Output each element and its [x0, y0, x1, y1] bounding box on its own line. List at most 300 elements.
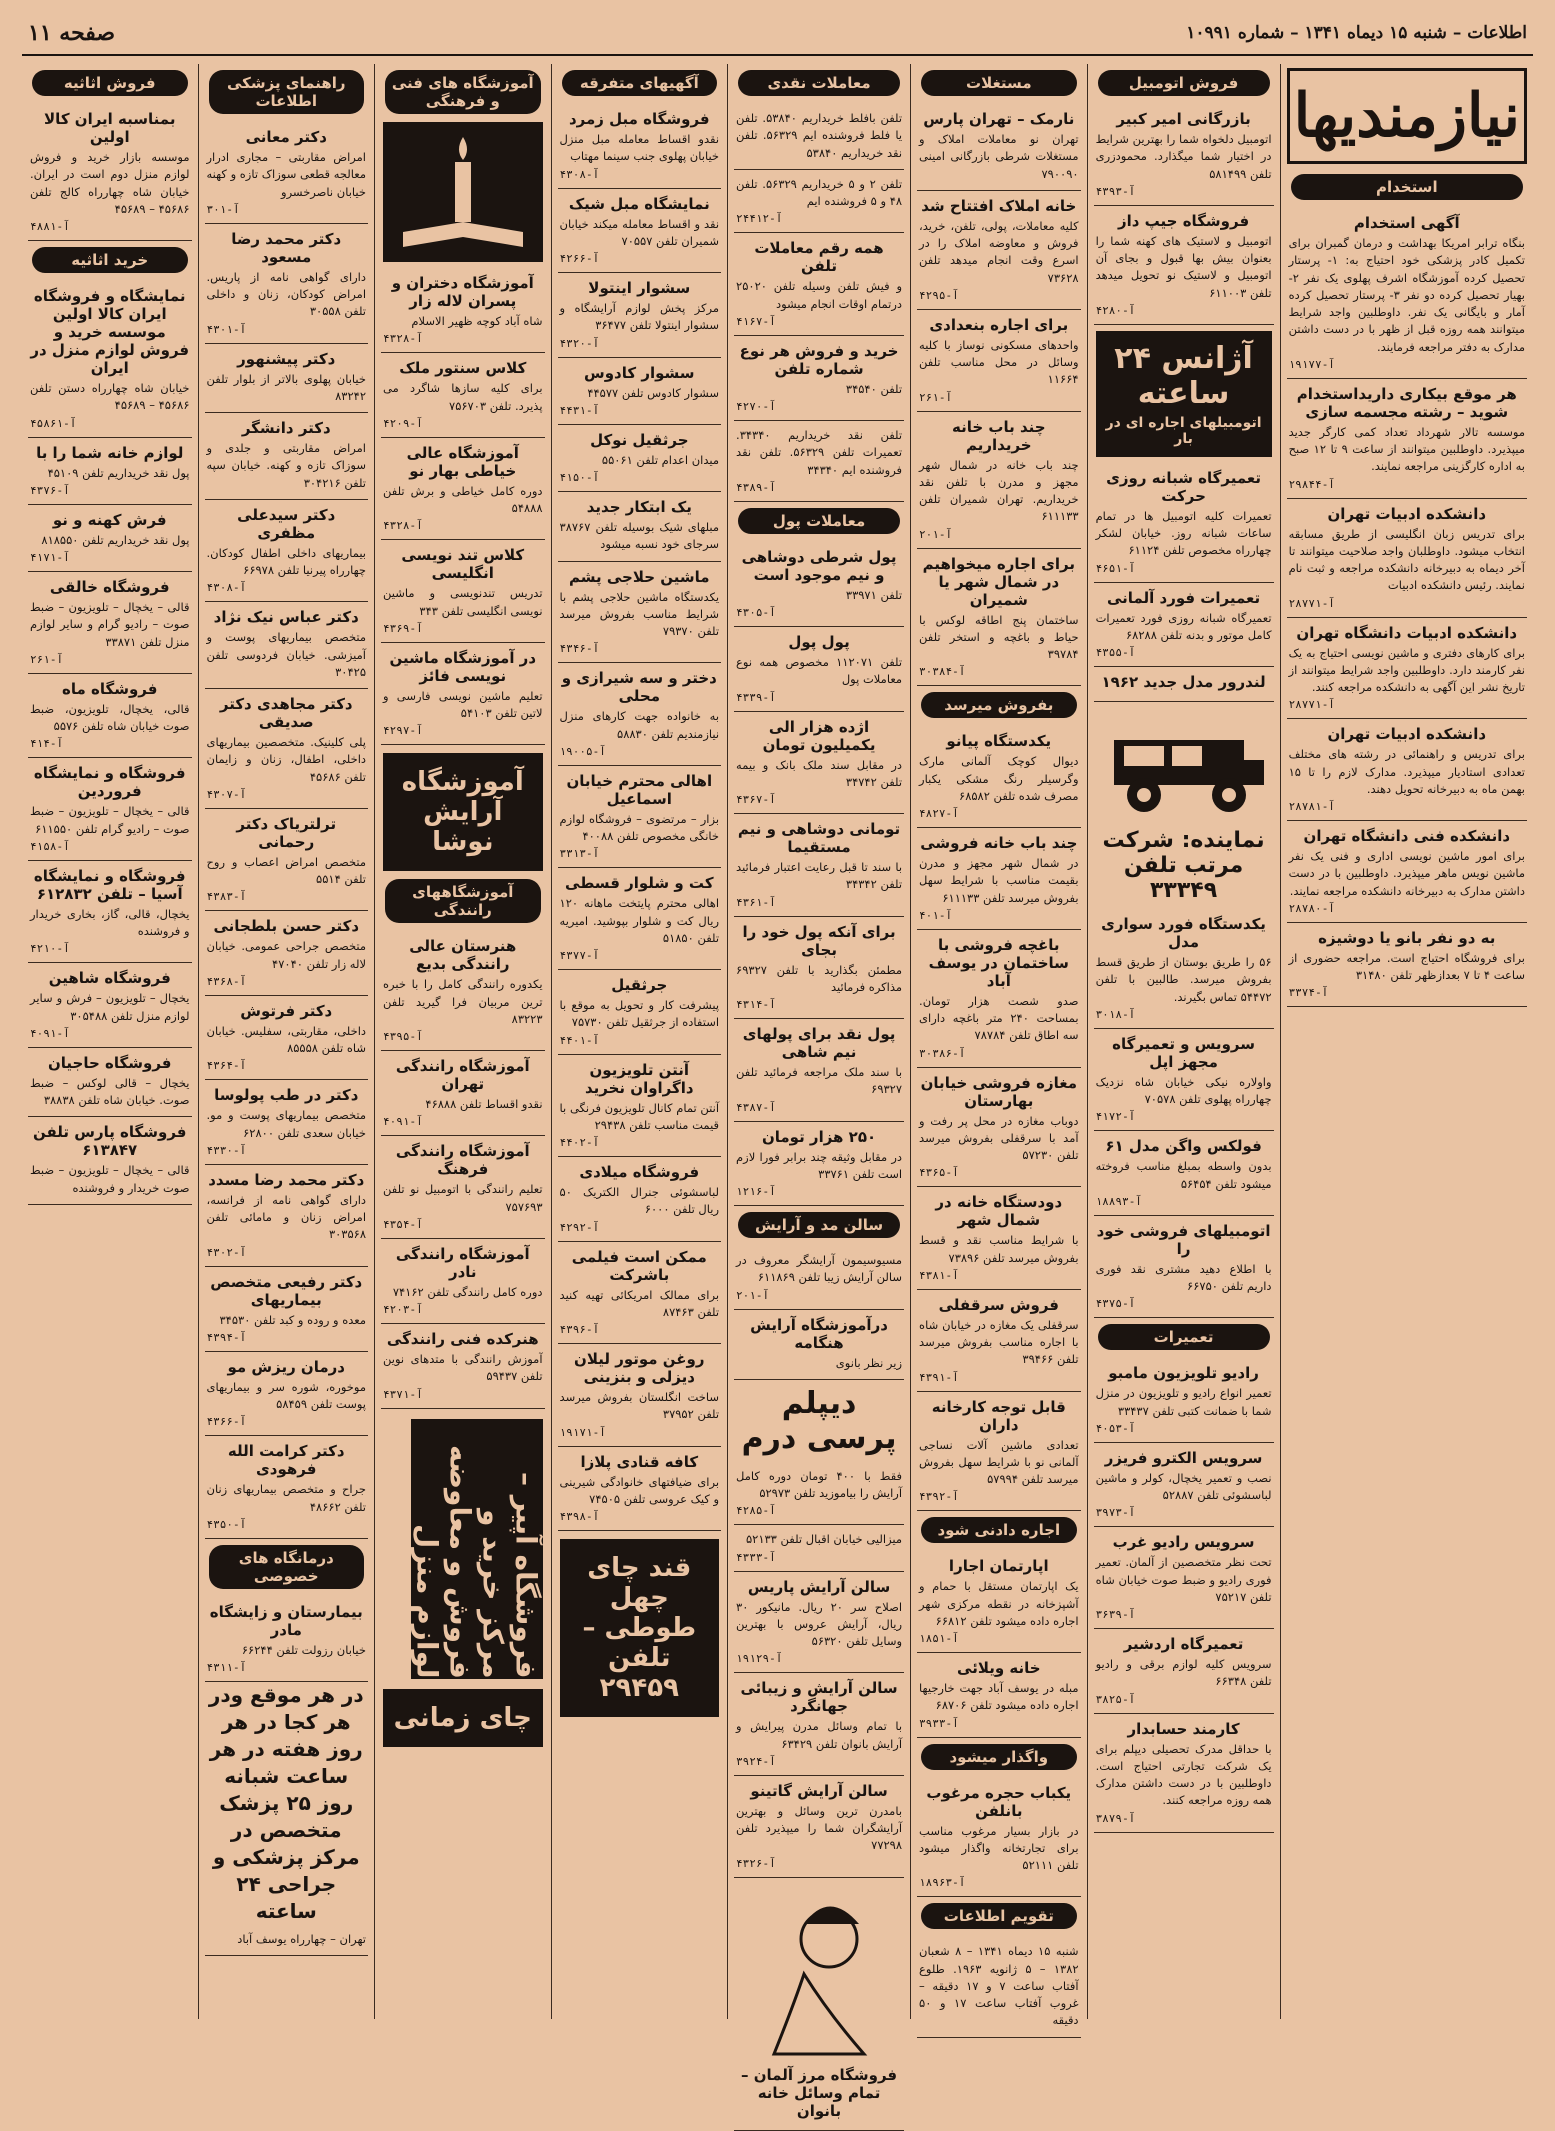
ad-code: آ-۴۳۳۳ — [736, 1550, 776, 1564]
classified-ad — [1287, 499, 1527, 618]
ad-body: تدریس تندنویسی و ماشین نویسی انگلیسی تلفن ۳۴۳ — [383, 586, 543, 618]
ad-body: پول نقد خریداریم تلفن ۸۱۸۵۵۰ — [41, 532, 190, 547]
ad-code: آ-۴۱۵۸ — [29, 839, 70, 853]
medical-center-address: تهران – چهارراه یوسف آباد — [205, 1925, 369, 1956]
classified-ad — [381, 643, 545, 746]
ad-body: کلیه معاملات، پولی، تلفن، خرید، فروش و معاوضه املاک را در اسرع وقت انجام میدهد تلفن ۷۳۶۲۸ — [919, 218, 1079, 285]
ad-title: کلاس تند نویسی انگلیسی — [401, 546, 525, 583]
classified-ad — [558, 1242, 722, 1345]
ad-title: دکتر عباس نیک نژاد — [213, 608, 359, 627]
ad-code: آ-۴۳۱۴ — [736, 998, 776, 1011]
classified-ad — [1287, 719, 1527, 821]
section-head: تقویم اطلاعات — [921, 1903, 1077, 1929]
ad-code: آ-۴۱۴ — [29, 737, 64, 751]
ad-title: دکتر فرتوش — [240, 1001, 333, 1020]
ad-title: هنرکده فنی رانندگی — [386, 1330, 539, 1348]
ad-code: آ-۳۰۱ — [206, 202, 240, 216]
classified-ad — [734, 1673, 904, 1776]
ad-title: چند باب خانه فروشی — [920, 834, 1078, 852]
ad-body: نصب و تعمیر یخچال، کولر و ماشین لباسشوئی تلفن ۵۲۸۸۷ — [1095, 1470, 1272, 1502]
classified-ad — [917, 1187, 1081, 1290]
classified-ad — [381, 268, 545, 353]
ad-title: سالن آرایش و زیبائی جهانگرد — [740, 1679, 898, 1716]
ad-body: دارای گواهی نامه از پاریس. امراض کودکان، زنان و داخلی تلفن ۳۰۵۵۸ — [206, 269, 367, 319]
ad-body: معده و روده و کبد تلفن ۳۴۵۳۰ — [219, 1312, 367, 1327]
ad-body: قالی، یخچال، تلویزیون، ضبط صوت خیابان شاه تلفن ۵۵۷۶ — [29, 701, 190, 733]
ad-code: آ-۴۲۱۰ — [29, 942, 70, 956]
ad-body: تعمیرات کلیه اتومبیل ها در تمام ساعات شبانه روز. خیابان لشکر چهارراه مخصوص تلفن ۶۱۱۲۴ — [1095, 508, 1272, 558]
nosha-ad: آموزشگاه آرایش نوشا — [383, 753, 543, 871]
classified-ad — [28, 281, 192, 438]
ad-code: آ-۲۴۴۱۲ — [736, 212, 783, 226]
ad-body: خیابان شاه چهارراه دستن تلفن ۴۵۶۸۶ – ۴۵۶۸۹ — [29, 381, 190, 413]
classified-ad — [205, 1267, 369, 1352]
classified-ad — [1094, 1629, 1274, 1714]
ad-title: آموزشگاه رانندگی فرهنگ — [395, 1142, 530, 1179]
ad-body: میدان اعدام تلفن ۵۵۰۶۱ — [601, 452, 720, 467]
classified-ad — [558, 273, 722, 358]
classified-ad — [558, 1157, 722, 1242]
classified-ad — [734, 170, 904, 234]
ad-code: آ-۲۸۷۸۰ — [1288, 901, 1335, 915]
ad-body: زیر نظر بانوی — [835, 1355, 903, 1370]
masthead — [22, 18, 1533, 56]
classified-ad — [28, 438, 192, 505]
ad-code: آ-۳۸۷۹ — [1095, 1811, 1136, 1825]
ad-body: با تمام وسائل مدرن پیرایش و آرایش بانوان تلفن ۶۳۴۲۹ — [736, 1719, 903, 1751]
column-5 — [551, 64, 728, 2019]
ad-code: آ-۳۶۳۹ — [1095, 1608, 1136, 1621]
ad-body: بنگاه ترابر امریکا بهداشت و درمان گمبران برای تکمیل کادر پزشکی خود احتیاج به: ۱- پرستار تحصیل کرده آموزشگاه اشرف پهلوی یک نفر ۲- بهیار تحصیل کرده دو نفر ۳- پرستار تحصیل کرده آمار و بایگانی یک نفر. داوطلبین واجد شرایط میتوانند همه روزه قبل از ظهر با در دست داشتن مدارک به دفتر مراجعه فرمایند. — [1288, 236, 1526, 354]
ad-title: در آموزشگاه ماشین نویسی فائز — [389, 648, 537, 685]
ad-title: فروشگاه شاهین — [48, 969, 171, 988]
ad-body: دارای گواهی نامه از فرانسه، امراض زنان و مامائی تلفن ۳۰۳۵۶۸ — [206, 1192, 367, 1242]
ad-code: آ-۲۶۱ — [919, 390, 953, 404]
section-head: معاملات نقدی — [738, 70, 900, 96]
ad-body: نقد و اقساط معامله میکند خیابان شمیران تلفن ۷۰۵۵۷ — [559, 216, 720, 248]
classified-ad — [734, 627, 904, 712]
ad-code: آ-۴۲۷۰ — [736, 400, 776, 413]
section-head: خرید اثاثیه — [32, 247, 188, 273]
ad-title: سشوار اینتولا — [588, 279, 691, 297]
classified-ad — [381, 540, 545, 643]
classified-ad — [1094, 1216, 1274, 1319]
section-head: فروش اتومبیل — [1098, 70, 1270, 96]
column-3 — [910, 64, 1087, 2028]
classified-ad — [28, 104, 192, 241]
ad-title: یکدستگاه فورد سواری مدل — [1101, 915, 1266, 951]
classified-ad — [917, 191, 1081, 310]
ad-body: فقط با ۴۰۰ تومان دوره کامل آرایش را بیاموزید تلفن ۵۲۹۷۳ — [736, 1468, 903, 1500]
classified-ad — [1094, 463, 1274, 583]
agency-banner — [1096, 331, 1272, 457]
ad-code: آ-۴۳۶۸ — [206, 974, 247, 988]
ad-title: برای اجاره میخواهیم در شمال شهر یا شمیران — [922, 554, 1076, 609]
ad-title: کلاس سنتور ملک — [399, 359, 527, 378]
ad-title: همه رقم معاملات تلفن — [754, 239, 884, 276]
ad-code: آ-۲۸۷۸۱ — [1288, 800, 1335, 813]
classified-ad — [734, 1019, 904, 1122]
ad-body: برای امور ماشین نویسی اداری و فنی یک نفر ماشین نویس ماهر میپذیرد. داوطلبین با در دست داشتن مدارک به دبیرخانه دانشکده مراجعه نمایند. — [1288, 849, 1525, 898]
ad-code: آ-۴۳۶۵ — [919, 1166, 959, 1180]
ad-title: سشوار کادوس — [584, 363, 695, 382]
classified-ad — [205, 689, 369, 809]
ad-title: فولکس واگن مدل ۶۱ — [1105, 1137, 1262, 1156]
ad-code: آ-۴۲۰۳ — [383, 1303, 423, 1316]
classified-ad — [205, 224, 369, 344]
ad-body: تلفن ۳۳۹۷۱ — [845, 587, 903, 602]
classified-ad — [558, 1055, 722, 1158]
ad-title: هنرستان عالی رانندگی بدیع — [409, 937, 517, 974]
ad-body: در شمال شهر مجهز و مدرن بقیمت مناسب با شرایط سهل بفروش میرسد تلفن ۶۱۱۱۳۳ — [919, 856, 1079, 905]
classified-ad — [205, 500, 369, 603]
ad-code: آ-۳۹۷۳ — [1095, 1506, 1136, 1520]
ad-title: کت و شلوار قسطی — [565, 874, 714, 893]
ad-title: آنتن تلویزیون داگراوان نخرید — [584, 1060, 694, 1097]
classified-ad — [1094, 909, 1274, 1029]
ad-body: قالی – یخچال – تلویزیون – ضبط صوت خریدار و فروشنده — [29, 1163, 190, 1195]
ad-code: آ-۱۸۹۶۳ — [919, 1876, 966, 1890]
ad-title: آموزشگاه رانندگی نادر — [395, 1244, 530, 1281]
ad-code: آ-۴۳۸۹ — [736, 480, 776, 494]
ad-title: سرویس و تعمیرگاه مجهز اپل — [1112, 1034, 1255, 1071]
ad-title: فروشگاه مبل زمرد — [568, 110, 710, 128]
classified-ad — [1094, 1714, 1274, 1833]
classified-ad — [558, 868, 722, 970]
ad-body: نقدو اقساط تلفن ۴۶۸۸۸ — [425, 1097, 543, 1111]
ad-code: آ-۴۳۲۶ — [736, 1856, 776, 1870]
ad-code: آ-۲۶۱ — [29, 652, 64, 666]
ad-title: سرویس الکترو فریزر — [1104, 1448, 1263, 1467]
classified-ad — [1094, 1029, 1274, 1132]
ad-body: با شرایط مناسب نقد و قسط بفروش میرسد تلفن ۷۳۸۹۶ — [919, 1233, 1079, 1265]
ad-code: آ-۴۳۷۱ — [383, 1387, 423, 1401]
ad-body: شاه آباد کوچه ظهیر الاسلام — [411, 314, 543, 328]
ad-title: جرثقیل — [611, 976, 668, 994]
ad-body: بامدرن ترین وسائل و بهترین آرایشگران شما را میپذیرد تلفن ۷۷۲۹۸ — [736, 1803, 903, 1853]
ad-code: آ-۴۳۹۶ — [559, 1323, 600, 1336]
ad-body: تعلیم رانندگی با اتومبیل نو تلفن ۷۵۷۶۹۳ — [383, 1182, 543, 1214]
ad-body: دیوال کوچک آلمانی مارک وگرسیلر رنگ مشکی یکبار مصرف شده تلفن ۶۸۵۸۲ — [919, 754, 1079, 803]
ad-code: آ-۴۳۱۱ — [206, 1661, 247, 1674]
ad-body: چند باب خانه در شمال شهر مجهز و مدرن با تلفن نقد خریداریم. تهران شمیران تلفن ۶۱۱۱۳۳ — [919, 457, 1079, 524]
ad-title: برای آنکه پول خود را بجای — [742, 922, 896, 959]
ad-title: قابل توجه کارخانه داران — [931, 1397, 1066, 1434]
ad-body: تلفن نقد خریداریم ۳۴۳۴۰. تعمیرات تلفن ۵۶۳۲۹. تلفن نقد فروشنده ایم ۳۴۳۴۰ — [736, 428, 903, 477]
column-1 — [1280, 64, 1533, 2019]
ad-body: تعلیم ماشین نویسی فارسی و لاتین تلفن ۵۴۱۰۳ — [383, 688, 543, 720]
classified-ad — [381, 353, 545, 438]
classified-ad — [1287, 618, 1527, 720]
ad-code: آ-۴۸۸۱ — [29, 220, 70, 233]
ad-body: تلفن ۱۱۲۰۷۱ مخصوص همه نوع معاملات پول — [736, 655, 903, 687]
ad-title: دکتر مجاهدی دکتر صدیقی — [219, 695, 353, 731]
ad-title: درآموزشگاه آرایش هنگامه — [750, 1315, 888, 1352]
classified-ad — [205, 1597, 369, 1682]
ad-title: فروش سرقفلی — [938, 1295, 1059, 1314]
ad-code: آ-۳۰۳۸۶ — [919, 1046, 966, 1060]
ad-body: مسیوسیمون آرایشگر معروف در سالن آرایش زیبا تلفن ۶۱۱۸۶۹ — [736, 1253, 903, 1285]
ad-body: قالی – یخچال – تلویزیون – ضبط صوت – رادیو گرام و سایر لوازم منزل تلفن ۳۳۸۷۱ — [29, 600, 190, 649]
classified-ad — [28, 674, 192, 759]
ad-body: اصلاح سر ۲۰ ریال. مانیکور ۳۰ ریال، آرایش عروس با بهترین وسایل تلفن ۵۶۳۲۰ — [736, 1599, 903, 1648]
ad-code: آ-۴۳۶۷ — [736, 793, 776, 806]
ad-body: مرکز پخش لوازم آرایشگاه و سشوار اینتولا تلفن ۳۶۴۷۷ — [559, 301, 720, 333]
niazmandiha-logo: نیازمندیها — [1287, 68, 1527, 164]
classified-ad — [734, 1525, 904, 1571]
ad-title: فرش کهنه و نو — [52, 510, 167, 529]
classified-ad — [1094, 667, 1274, 702]
section-head: بفروش میرسد — [921, 692, 1077, 718]
classified-ad — [558, 425, 722, 492]
ad-body: تعمیرگاه شبانه روزی فورد تعمیرات کامل موتور و بدنه تلفن ۶۸۲۸۸ — [1095, 610, 1272, 642]
ad-code: آ-۴۱۵۰ — [559, 471, 600, 484]
ad-code: آ-۲۰۱ — [919, 527, 953, 541]
classified-ad — [205, 911, 369, 996]
classified-ad — [205, 344, 369, 414]
ad-code: آ-۴۳۰۲ — [206, 1245, 247, 1259]
ad-code: آ-۴۳۶۱ — [736, 895, 776, 909]
ad-title: یکدستگاه پیانو — [946, 732, 1052, 751]
ad-title: اژده هزار الی یکمیلیون تومان — [762, 717, 876, 754]
ad-title: لندرور مدل جدید ۱۹۶۲ — [1101, 673, 1266, 691]
ad-title: به دو نفر بانو یا دوشیزه — [1318, 928, 1496, 947]
ad-body: پول نقد خریداریم تلفن ۴۵۱۰۹ — [47, 465, 190, 480]
ad-title: دانشکده فنی دانشگاه تهران — [1303, 827, 1511, 845]
ad-title: فروشگاه جیپ داز — [1117, 211, 1250, 230]
ad-code: آ-۴۳۸۷ — [736, 1100, 776, 1114]
ad-code: آ-۴۳۷۷ — [559, 949, 600, 962]
ad-body: خیابان رزولت تلفن ۶۶۲۴۴ — [241, 1642, 367, 1657]
ad-code: آ-۴۳۳۹ — [736, 690, 776, 704]
ad-code: آ-۴۰۱ — [919, 908, 953, 922]
ad-code: آ-۴۴۰۱ — [559, 1033, 600, 1047]
columns — [22, 64, 1533, 2120]
ad-title: دانشکده ادبیات تهران — [1327, 504, 1487, 523]
classified-ad — [28, 861, 192, 964]
ad-body: تلفن بافلط خریداریم ۵۳۸۴۰. تلفن یا فلط فروشنده ایم ۵۶۳۲۹. تلفن نقد خریداریم ۵۳۸۴۰ — [736, 111, 903, 160]
ad-body: دوباب مغازه در محل پر رفت و آمد با سرقفلی بفروش میرسد تلفن ۵۷۲۳۰ — [919, 1113, 1079, 1162]
ad-code: آ-۴۳۰۷ — [206, 787, 247, 801]
classified-ad — [205, 602, 369, 689]
section-head: استخدام — [1291, 174, 1523, 200]
ad-code: آ-۴۲۰۹ — [383, 416, 423, 430]
ad-body: برای کلیه سازها شاگرد می پذیرد. تلفن ۷۵۶۷۰۳ — [383, 381, 543, 413]
agency-sub: اتومبیلهای اجاره ای در بار — [1105, 414, 1262, 447]
ad-title: آموزشگاه دختران و پسران لاله زار — [391, 274, 534, 310]
diploma-title: دیپلم پرسی درم — [741, 1385, 897, 1456]
classified-ad — [205, 1080, 369, 1165]
ad-body: تهران نو معاملات املاک و مستغلات شرطی بازرگانی امینی ۷۹۰۰۹۰ — [919, 132, 1079, 181]
classified-ad — [1094, 1527, 1274, 1629]
ad-code: آ-۴۳۹۳ — [1095, 184, 1136, 198]
ad-body: پلی کلینیک. متخصصین بیماریهای داخلی، اطفال، زنان و زایمان تلفن ۴۵۶۸۶ — [206, 735, 367, 784]
ad-code: آ-۴۳۴۶ — [559, 642, 600, 656]
classified-ad — [28, 572, 192, 674]
classified-ad — [381, 931, 545, 1051]
classified-ad — [1094, 1131, 1274, 1216]
classified-ad — [205, 1436, 369, 1539]
ad-body: یک اپارتمان مستقل با حمام و آشپزخانه در نقطه مرکزی شهر اجاره داده میشود تلفن ۶۶۸۱۲ — [919, 1579, 1079, 1628]
ad-body: موخوره، شوره سر و بیماریهای پوست تلفن ۵۸۴۵۹ — [206, 1379, 367, 1411]
classified-ad — [205, 413, 369, 500]
ad-body: واحدهای مسکونی نوساز با کلیه وسائل در محل مناسب تلفن ۱۱۶۶۴ — [919, 337, 1079, 387]
classified-ad — [28, 1048, 192, 1118]
section-head: واگذار میشود — [921, 1744, 1077, 1770]
ad-code: آ-۳۰۳۸۴ — [919, 665, 966, 679]
ad-code: آ-۱۲۱۶ — [736, 1185, 776, 1198]
classified-ad — [734, 1122, 904, 1207]
ad-body: ساختمان پنج اطاقه لوکس با حیاط و باغچه و استخر تلفن ۳۹۷۸۴ — [919, 612, 1079, 661]
ad-body: اتومبیل و لاستیک های کهنه شما را بعنوان بیش بها قبول و بجای آن اتومبیل و لاستیک نو تحویل میدهد تلفن ۶۱۱۰۰۳ — [1095, 233, 1272, 300]
ad-body: مطمئن بگذارید با تلفن ۶۹۳۲۷ مذاکره فرمائید — [736, 962, 903, 994]
section-head: مستغلات — [921, 70, 1077, 96]
classified-ad — [558, 1344, 722, 1447]
section-head: معاملات پول — [738, 508, 900, 534]
ad-body: در بازار بسیار مرغوب مناسب برای تجارتخانه واگذار میشود تلفن ۵۲۱۱۱ — [919, 1823, 1079, 1872]
ad-title: بازرگانی امیر کبیر — [1116, 110, 1251, 128]
ad-code: آ-۴۳۶۴ — [206, 1059, 247, 1073]
ad-body: برای کارهای دفتری و ماشین نویسی احتیاج به یک نفر کارمند دارد. داوطلبین واجد شرایط میتوانند از تاریخ نشر این آگهی به دانشکده مراجعه کنند. — [1288, 645, 1525, 694]
classified-ad — [917, 828, 1081, 930]
classified-ad — [205, 1352, 369, 1437]
ad-code: آ-۱۸۵۱ — [919, 1632, 959, 1645]
landrover-illustration — [1094, 710, 1274, 820]
ad-code: آ-۲۹۸۴۴ — [1288, 477, 1335, 491]
ad-title: برای اجاره بنعدادی — [929, 315, 1069, 334]
ad-title: رادیو تلویزیون مامبو — [1108, 1364, 1259, 1383]
classified-ad — [734, 1572, 904, 1674]
section-head: آگهیهای متفرقه — [562, 70, 718, 96]
classified-ad — [381, 1239, 545, 1324]
ad-body: بزار – مرتضوی – فروشگاه لوازم خانگی مخصوص تلفن ۴۰۰۸۸ — [559, 811, 720, 843]
ad-title: آموزشگاه عالی خیاطی بهار نو — [406, 443, 519, 480]
ad-body: لباسشوئی جنرال الکتریک ۵۰ ریال تلفن ۶۰۰۰ — [559, 1185, 720, 1217]
ad-body: قالی – یخچال – تلویزیون – ضبط صوت – رادیو گرام تلفن ۶۱۱۵۵۰ — [29, 804, 190, 836]
ad-title: جرثقیل نوکل — [590, 430, 689, 449]
ad-code: آ-۴۳۰۱ — [206, 322, 247, 336]
ad-title: فروشگاه خالقی — [49, 578, 170, 596]
ad-body: متخصص امراض اعصاب و روح تلفن ۵۵۱۴ — [206, 854, 367, 886]
ad-code: آ-۴۱۷۲ — [1095, 1110, 1136, 1124]
ad-code: آ-۳۳۱۳ — [559, 847, 600, 861]
ad-title: یکباب حجره مرغوب بانلفن — [926, 1783, 1072, 1820]
ad-title: چند باب خانه خریداریم — [952, 417, 1046, 454]
ad-title: درمان ریزش مو — [227, 1357, 345, 1376]
ad-code: آ-۴۲۹۲ — [559, 1220, 600, 1234]
ad-title: ترلتریاک دکتر رحمانی — [236, 814, 337, 851]
ad-title: دکتر دانشگر — [241, 419, 331, 437]
ad-body: یخچال – قالی لوکس – ضبط صوت. خیابان شاه تلفن ۳۸۸۳۸ — [29, 1075, 190, 1107]
ad-code: آ-۴۲۹۵ — [919, 288, 959, 302]
classified-ad — [558, 970, 722, 1055]
dealer-representative: نماینده: شرکت مرتب تلفن ۳۳۳۴۹ — [1102, 828, 1265, 903]
ad-code: آ-۴۲۹۷ — [383, 724, 423, 738]
ad-title: تعمیرگاه اردشیر — [1123, 1635, 1244, 1653]
ad-body: موسسه بازار خرید و فروش لوازم منزل دوم است در ایران. خیابان شاه چهارراه کالج تلفن ۴۵۶۸۶ – ۴۵۶۸۹ — [29, 150, 190, 216]
ad-body: با حداقل مدرک تحصیلی دیپلم برای یک شرکت تجارتی احتیاج است. داوطلبین با در دست داشتن مدارک همه روزه مراجعه کنند. — [1095, 1741, 1272, 1808]
ad-title: دکتر محمد رضا مسعود — [231, 229, 342, 266]
ad-title: اتومبیلهای فروشی خود را — [1096, 1221, 1271, 1258]
ad-title: دکتر رفیعی متخصص بیماریهای — [210, 1272, 363, 1309]
ad-body: متخصص جراحی عمومی. خیابان لاله زار تلفن ۴۷۰۴۰ — [206, 939, 367, 971]
classified-ad — [381, 438, 545, 541]
ad-title: تعمیرات فورد آلمانی — [1107, 588, 1261, 607]
classified-ad — [205, 809, 369, 912]
classified-ad — [1287, 821, 1527, 923]
classified-ad — [381, 1324, 545, 1409]
ad-body: در مقابل وثیقه چند برابر فورا لازم است تلفن ۳۳۷۶۱ — [736, 1149, 903, 1181]
ad-body: یکدوره رانندگی کامل را با خبره ترین مربیان فرا گیرید تلفن ۸۳۲۲۳ — [383, 977, 543, 1026]
ad-body: برای فروشگاه احتیاج است. مراجعه حضوری از ساعت ۴ تا ۷ بعدازظهر تلفن ۳۱۴۸۰ — [1288, 950, 1525, 982]
ad-title: دکتر محمد رضا مسدد — [208, 1170, 365, 1189]
ad-code: آ-۴۳۹۱ — [919, 1370, 959, 1384]
ad-code: آ-۴۳۹۲ — [919, 1490, 959, 1504]
ad-code: آ-۲۰۱ — [736, 1288, 770, 1302]
ad-code: آ-۱۹۱۲۹ — [736, 1652, 783, 1666]
classified-ad — [917, 104, 1081, 191]
ad-body: در مقابل سند ملک بانک و بیمه تلفن ۳۴۷۴۲ — [736, 757, 903, 789]
ad-title: دکتر پیشنهور — [237, 349, 336, 368]
ad-title: کارمند حسابدار — [1127, 1719, 1240, 1738]
ad-body: صدو شصت هزار تومان. بمساحت ۲۴۰ متر باغچه دارای سه اطاق تلفن ۷۸۷۸۴ — [919, 993, 1079, 1043]
ad-code: آ-۱۹۱۷۷ — [1288, 357, 1335, 371]
ad-title: دانشکده ادبیات دانشگاه تهران — [1296, 623, 1518, 642]
ad-code: آ-۴۵۸۶۱ — [29, 416, 77, 430]
ad-title: پول شرطی دوشاهی و نیم موجود است — [741, 547, 897, 584]
ad-code: آ-۲۸۷۷۱ — [1288, 698, 1335, 712]
ad-body: پیشرفت کار و تحویل به موقع با استفاده از جرثقیل تلفن ۷۵۷۳۰ — [559, 998, 720, 1030]
calendar-box: شنبه ۱۵ دیماه ۱۳۴۱ – ۸ شعبان ۱۳۸۲ – ۵ ژانویه ۱۹۶۳. طلوع آفتاب ساعت ۷ و ۱۷ دقیقه – غروب آفتاب ساعت ۱۷ و ۵۰ دقیقه — [917, 1937, 1081, 2037]
ad-title: کافه قنادی پلازا — [580, 1452, 699, 1471]
ad-code: آ-۴۳۳۰ — [206, 1143, 247, 1157]
medical-center-24h: در هر موقع ودر هر کجا در هر روز هفته در هر ساعت شبانه روز ۲۵ پزشک متخصص در مرکز پزشکی و جراحی ۲۴ ساعته — [208, 1683, 364, 1923]
classified-ad — [28, 1117, 192, 1205]
ad-title: ممکن است فیلمی باشرکت — [571, 1247, 707, 1284]
ad-body: اتومبیل دلخواه شما را بهترین شرایط در اختیار شما میگذارد. محمودزری تلفن ۵۸۱۴۹۹ — [1095, 132, 1272, 181]
woman-illustration — [734, 1884, 904, 2054]
ad-code: آ-۴۳۵۵ — [1095, 646, 1136, 659]
ad-body: موسسه تالار شهرداد تعداد کمی کارگر جدید میپذیرد. داوطلبین میتوانند از ساعت ۹ تا ۱۲ صبح به اداره کارگزینی مراجعه نمایند. — [1288, 424, 1525, 474]
ad-title: باغچه فروشی با ساختمان در یوسف آباد — [928, 935, 1069, 990]
ad-code: آ-۴۳۰۸ — [559, 167, 600, 181]
ad-code: آ-۴۳۹۴ — [206, 1330, 247, 1344]
classified-ad — [917, 1068, 1081, 1188]
section-head: سالن مد و آرایش — [738, 1212, 900, 1238]
ad-body: امراض مقاربتی و جلدی و سوزاک تازه و کهنه. خیابان سپه تلفن ۳۰۴۲۱۶ — [206, 441, 367, 490]
classified-ad — [734, 814, 904, 917]
ad-code: آ-۴۳۸۳ — [206, 890, 247, 904]
classified-ad — [381, 1051, 545, 1136]
classified-ad — [734, 233, 904, 336]
ad-body: یخچال، قالی، گاز، بخاری خریدار و فروشنده — [29, 906, 190, 938]
ad-body: خیابان پهلوی بالاتر از بلوار تلفن ۸۳۲۴۲ — [206, 371, 367, 403]
ad-code: آ-۴۳۰۸ — [206, 581, 247, 595]
ad-code: آ-۴۳۸۱ — [919, 1268, 959, 1282]
ad-code: آ-۴۰۹۱ — [29, 1026, 70, 1040]
ad-title: روغن موتور لیلان دیزلی و بنزینی — [574, 1350, 705, 1386]
ad-title: نارمک – تهران پارس — [923, 110, 1075, 128]
ad-body: داخلی، مقاربتی، سفلیس. خیابان شاه تلفن ۸۵۵۵۸ — [206, 1023, 367, 1055]
classified-ad — [734, 1310, 904, 1380]
classified-ad — [558, 492, 722, 562]
apir-store-ad: فروشگاه آپیر – مرکز خرید و فروش و معاوضه لوازم منزل — [411, 1419, 543, 1679]
ad-body: ۵۶ را طریق بوستان از طریق قسط بفروش میرسد. طالبین با تلفن ۵۴۴۷۲ تماس بگیرند. — [1095, 955, 1272, 1004]
ad-body: برای تدریس زبان انگلیسی از طریق مسابقه انتخاب میشود. داوطلبان واجد صلاحیت میتوانند تا آخر دیماه به دبیرخانه دانشکده مراجعه و ثبت نام نمایند. رئیس دانشکده ادبیات — [1288, 526, 1525, 593]
classified-ad — [917, 310, 1081, 412]
classified-ad — [917, 1551, 1081, 1653]
classified-ad — [558, 663, 722, 766]
